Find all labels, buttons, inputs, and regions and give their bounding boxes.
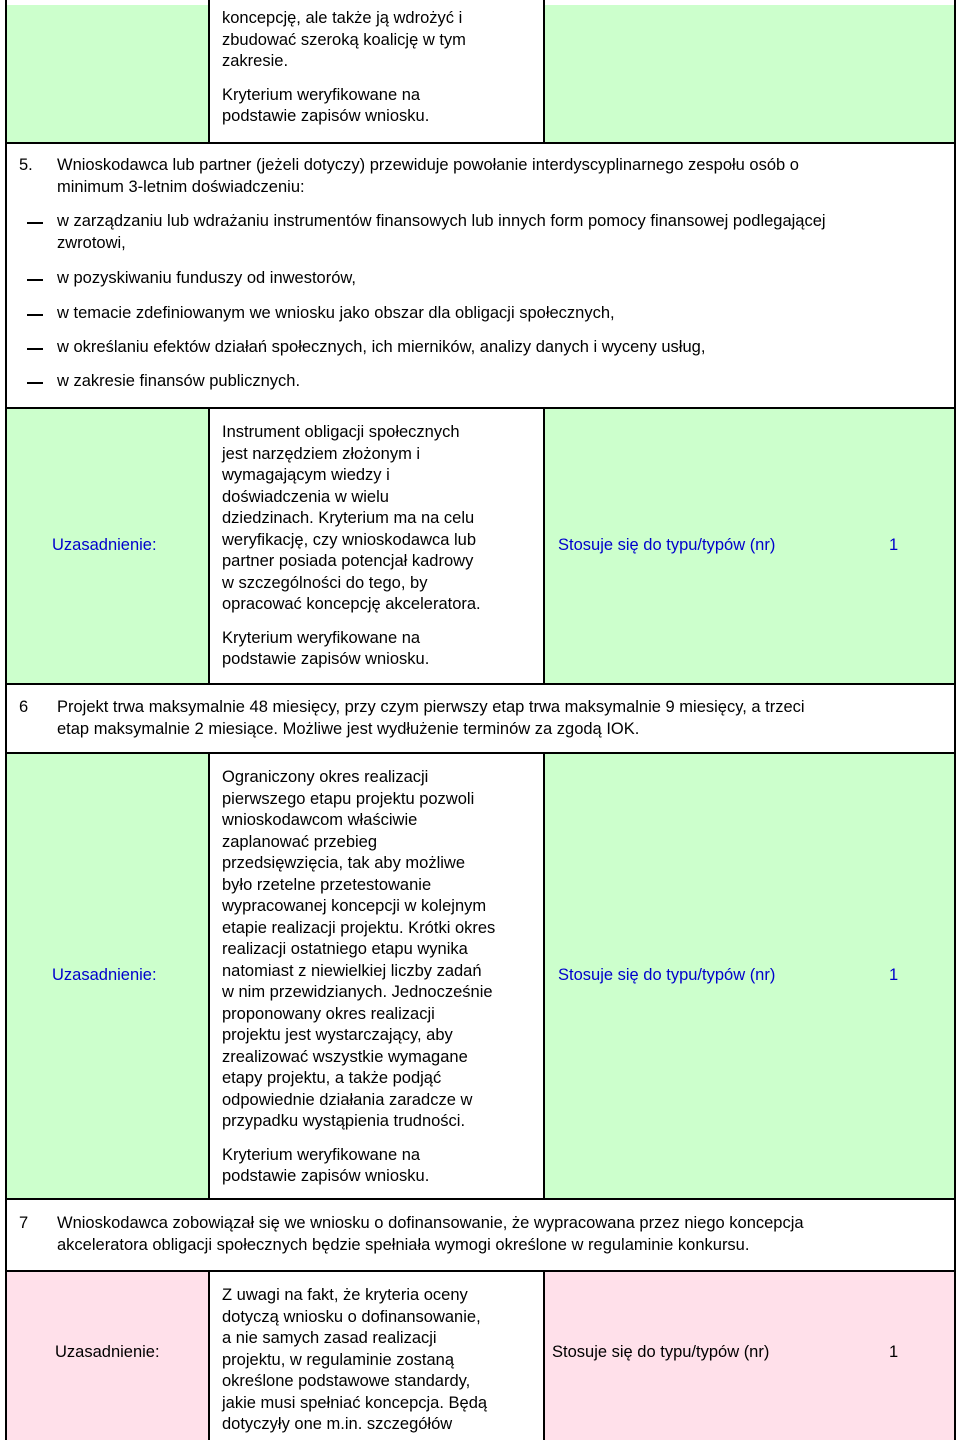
bullet-item: w temacie zdefiniowanym we wniosku jako obszar dla obligacji społecznych, [57, 304, 615, 322]
justification-line: weryfikację, czy wnioskodawca lub [222, 530, 477, 549]
criterion-7-justification-row [7, 1272, 954, 1440]
table-border [543, 408, 545, 684]
justification-label: Uzasadnienie: [52, 966, 157, 984]
bullet-dash [27, 222, 43, 224]
top-text-line: zbudować szeroką koalicję w tym [222, 30, 466, 49]
bullet-item: w zarządzaniu lub wdrażaniu instrumentów finansowych lub innych form pomocy finansowej podlegającej [57, 212, 826, 230]
justification-line: realizacji ostatniego etapu wynika [222, 940, 468, 958]
bullet-item: zwrotowi, [57, 233, 126, 252]
justification-line: Ograniczony okres realizacji [222, 768, 429, 786]
justification-line: było rzetelne przetestowanie [222, 875, 432, 894]
justification-line: określone podstawowe standardy, [222, 1372, 471, 1390]
justification-line: dotyczą wniosku o dofinansowanie, [222, 1307, 481, 1326]
table-border [208, 0, 210, 143]
criterion-number: 5. [19, 156, 33, 174]
justification-line: projektu jest wystarczający, aby [222, 1026, 453, 1044]
table-border [5, 683, 956, 685]
bullet-dash [27, 348, 43, 350]
applies-label: Stosuje się do typu/typów (nr) [558, 536, 776, 554]
verified-note: Kryterium weryfikowane na [222, 628, 421, 647]
table-border [208, 753, 210, 1199]
justification-text-cell [209, 409, 544, 683]
top-text-cell [209, 5, 544, 142]
applies-cell [544, 1272, 821, 1440]
bullet-dash [27, 382, 43, 384]
justification-line: projektu, w regulaminie zostaną [222, 1350, 455, 1369]
justification-label: Uzasadnienie: [52, 536, 157, 554]
criterion-5-row [7, 143, 954, 407]
justification-line: jakie musi spełniać koncepcja. Będą [222, 1393, 488, 1412]
justification-label-cell [7, 1272, 209, 1440]
verified-note: podstawie zapisów wniosku. [222, 107, 430, 125]
justification-line: przedsięwzięcia, tak aby możliwe [222, 854, 466, 872]
applies-value: 1 [889, 1343, 899, 1361]
justification-text-cell [209, 1272, 544, 1440]
justification-line: pierwszego etapu projektu pozwoli [222, 789, 475, 808]
justification-line: w nim przewidzianych. Jednocześnie [222, 983, 493, 1001]
verified-note: podstawie zapisów wniosku. [222, 1167, 430, 1185]
applies-value: 1 [889, 536, 899, 554]
justification-line: doświadczenia w wielu [222, 487, 389, 506]
criterion-6-justification-row [7, 754, 954, 1198]
justification-line: zrealizować wszystkie wymagane [222, 1047, 468, 1066]
top-value-cell [821, 5, 954, 142]
applies-value-cell [821, 409, 954, 683]
criterion-text: Projekt trwa maksymalnie 48 miesięcy, przy czym pierwszy etap trwa maksymalnie 9 miesięcy, a trzeci [57, 698, 805, 716]
table-border [208, 1271, 210, 1440]
justification-line: przypadku wystąpienia trudności. [222, 1112, 466, 1130]
criterion-text: etap maksymalnie 2 miesiące. Możliwe jest wydłużenie terminów za zgodą IOK. [57, 719, 640, 738]
top-label-cell [7, 5, 209, 142]
table-border [543, 753, 545, 1199]
applies-value-cell [821, 1272, 954, 1440]
table-border [5, 1270, 956, 1272]
bullet-item: w pozyskiwaniu funduszy od inwestorów, [57, 269, 356, 287]
top-text-line: zakresie. [222, 52, 289, 70]
verified-note: Kryterium weryfikowane na [222, 85, 421, 104]
criterion-6-row [7, 685, 954, 752]
justification-line: partner posiada potencjał kadrowy [222, 552, 474, 570]
applies-label: Stosuje się do typu/typów (nr) [558, 966, 776, 984]
criterion-text: Wnioskodawca zobowiązał się we wniosku o dofinansowanie, że wypracowana przez niego koncepcja [57, 1214, 804, 1232]
top-justification-row [7, 5, 954, 142]
justification-line: wymagającym wiedzy i [222, 466, 390, 484]
justification-line: natomiast z niewielkiej liczby zadań [222, 961, 482, 980]
bullet-item: w określaniu efektów działań społecznych, ich mierników, analizy danych i wyceny usług, [57, 338, 706, 356]
criterion-5-justification-row [7, 409, 954, 683]
table-border [5, 407, 956, 409]
verified-note: podstawie zapisów wniosku. [222, 650, 430, 668]
applies-cell [544, 754, 821, 1198]
justification-label: Uzasadnienie: [55, 1343, 160, 1361]
justification-line: jest narzędziem złożonym i [222, 444, 421, 463]
applies-cell [544, 409, 821, 683]
top-applies-cell [544, 5, 821, 142]
table-border [5, 1198, 956, 1200]
table-border [5, 142, 956, 144]
justification-line: dziedzinach. Kryterium ma na celu [222, 509, 475, 527]
criterion-text: Wnioskodawca lub partner (jeżeli dotyczy) przewiduje powołanie interdyscyplinarnego zespołu osób o [57, 156, 799, 174]
criterion-text: minimum 3-letnim doświadczeniu: [57, 177, 305, 196]
justification-label-cell [7, 754, 209, 1198]
justification-line: zaplanować przebieg [222, 832, 378, 851]
applies-value-cell [821, 754, 954, 1198]
bullet-item: w zakresie finansów publicznych. [57, 372, 301, 390]
applies-value: 1 [889, 966, 899, 984]
table-border [5, 752, 956, 754]
justification-line: Instrument obligacji społecznych [222, 423, 460, 441]
justification-text-cell [209, 754, 544, 1198]
criterion-number: 6 [19, 698, 29, 716]
justification-line: etapie realizacji projektu. Krótki okres [222, 918, 496, 937]
table-border [208, 408, 210, 684]
criterion-text: akceleratora obligacji społecznych będzie spełniała wymogi określone w regulaminie konkursu. [57, 1235, 750, 1254]
justification-line: wypracowanej koncepcji w kolejnym [222, 897, 487, 915]
table-border [954, 0, 956, 1440]
justification-line: Z uwagi na fakt, że kryteria oceny [222, 1286, 468, 1304]
bullet-dash [27, 279, 43, 281]
justification-label-cell [7, 409, 209, 683]
justification-line: dotyczyły one m.in. szczegółów [222, 1415, 453, 1433]
justification-line: a nie samych zasad realizacji [222, 1329, 437, 1347]
criterion-7-row [7, 1200, 954, 1270]
table-border [543, 1271, 545, 1440]
justification-line: wnioskodawcom właściwie [222, 811, 418, 829]
top-text-line: koncepcję, ale także ją wdrożyć i [222, 9, 463, 27]
applies-label: Stosuje się do typu/typów (nr) [552, 1343, 770, 1361]
justification-line: proponowany okres realizacji [222, 1004, 435, 1023]
justification-line: etapy projektu, a także podjąć [222, 1069, 442, 1087]
justification-line: opracować koncepcję akceleratora. [222, 595, 481, 613]
justification-line: odpowiednie działania zaradcze w [222, 1090, 473, 1109]
verified-note: Kryterium weryfikowane na [222, 1145, 421, 1164]
bullet-dash [27, 314, 43, 316]
table-border [5, 0, 7, 1440]
justification-line: w szczególności do tego, by [222, 573, 428, 592]
criterion-number: 7 [19, 1214, 29, 1232]
table-border [543, 0, 545, 143]
